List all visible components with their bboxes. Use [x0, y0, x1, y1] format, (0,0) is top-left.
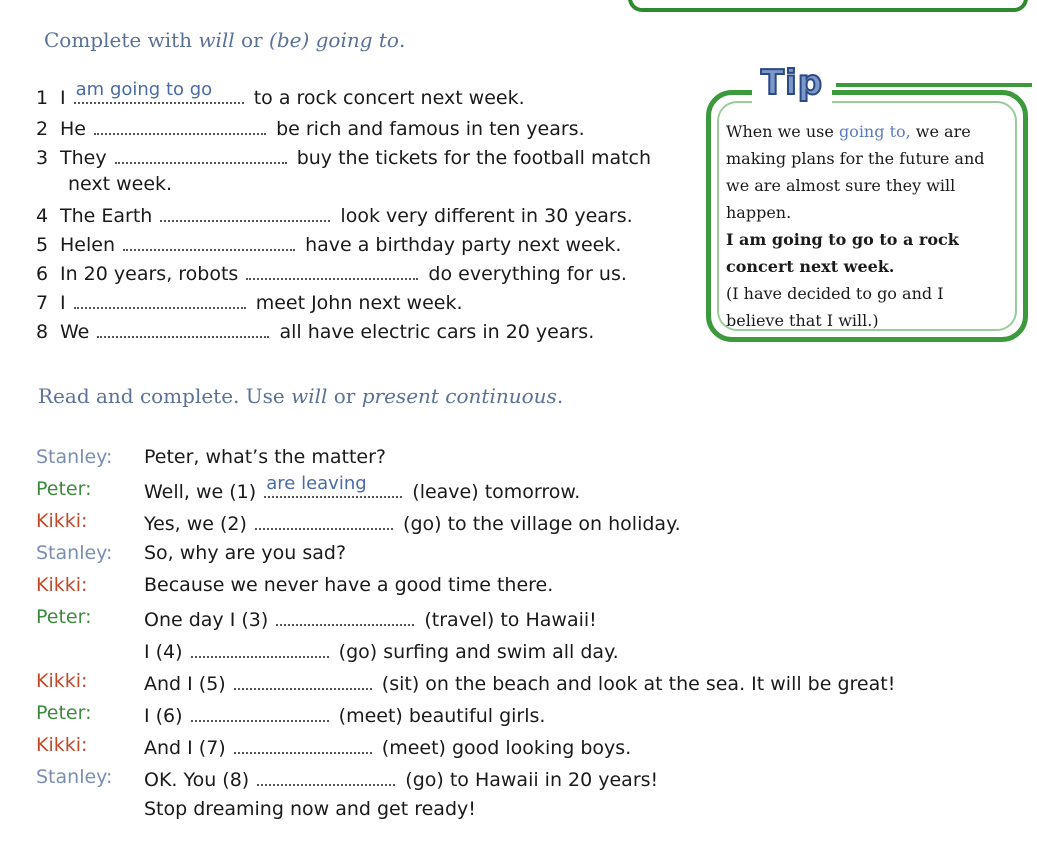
answer-blank[interactable]: [115, 144, 287, 164]
answer-blank[interactable]: [234, 670, 372, 690]
speaker-peter: Peter:: [36, 478, 92, 500]
speaker-stanley: Stanley:: [36, 542, 113, 564]
speaker-stanley: Stanley:: [36, 766, 113, 788]
tip-example-1: I am going to go to a rock: [726, 230, 959, 249]
tip-line-1: When we use going to, we are: [726, 122, 971, 141]
handwritten-answer: are leaving: [266, 473, 367, 494]
speaker-peter: Peter:: [36, 702, 92, 724]
exercise-item: 3 They buy the tickets for the football match: [36, 144, 651, 169]
tip-example-2: concert next week.: [726, 257, 895, 276]
answer-blank[interactable]: [264, 473, 402, 498]
answer-blank[interactable]: [74, 289, 246, 309]
exercise-item: 7 I meet John next week.: [36, 289, 463, 314]
answer-blank[interactable]: [234, 734, 372, 754]
answer-blank[interactable]: [276, 606, 414, 626]
answer-blank[interactable]: [191, 702, 329, 722]
answer-blank[interactable]: [191, 638, 329, 658]
speaker-stanley: Stanley:: [36, 446, 113, 468]
exercise-item: 8 We all have electric cars in 20 years.: [36, 318, 594, 343]
handwritten-answer: am going to go: [75, 79, 213, 100]
speaker-kikki: Kikki:: [36, 670, 88, 692]
exercise-item: 2 He be rich and famous in ten years.: [36, 115, 585, 140]
answer-blank[interactable]: [94, 115, 266, 135]
exercise-item: 5 Helen have a birthday party next week.: [36, 231, 621, 256]
exercise-item: 6 In 20 years, robots do everything for us.: [36, 260, 627, 285]
tip-title: Tip: [752, 62, 832, 104]
tip-explanation-2: believe that I will.): [726, 311, 879, 330]
answer-blank[interactable]: [123, 231, 295, 251]
speaker-kikki: Kikki:: [36, 510, 88, 532]
top-frame-border: [628, 0, 1028, 12]
exercise-item-continuation: next week.: [68, 173, 173, 195]
answer-blank[interactable]: [246, 260, 418, 280]
speaker-kikki: Kikki:: [36, 734, 88, 756]
tip-header-line: [836, 83, 1032, 87]
tip-line-4: happen.: [726, 203, 792, 222]
tip-text: [726, 118, 1026, 334]
tip-explanation-1: (I have decided to go and I: [726, 284, 944, 303]
speaker-kikki: Kikki:: [36, 574, 88, 596]
exercise-item: 1 I am going to go to a rock concert next week.: [36, 79, 525, 109]
tip-line-3: we are almost sure they will: [726, 176, 956, 195]
exercise1-instruction: Complete with will or (be) going to.: [44, 28, 406, 52]
speaker-peter: Peter:: [36, 606, 92, 628]
answer-blank[interactable]: [255, 510, 393, 530]
tip-line-2: making plans for the future and: [726, 149, 985, 168]
exercise-item: 4 The Earth look very different in 30 years.: [36, 202, 633, 227]
answer-blank[interactable]: [257, 766, 395, 786]
exercise2-instruction: Read and complete. Use will or present continuous.: [38, 384, 564, 408]
answer-blank[interactable]: [74, 79, 244, 104]
answer-blank[interactable]: [160, 202, 330, 222]
answer-blank[interactable]: [97, 318, 269, 338]
